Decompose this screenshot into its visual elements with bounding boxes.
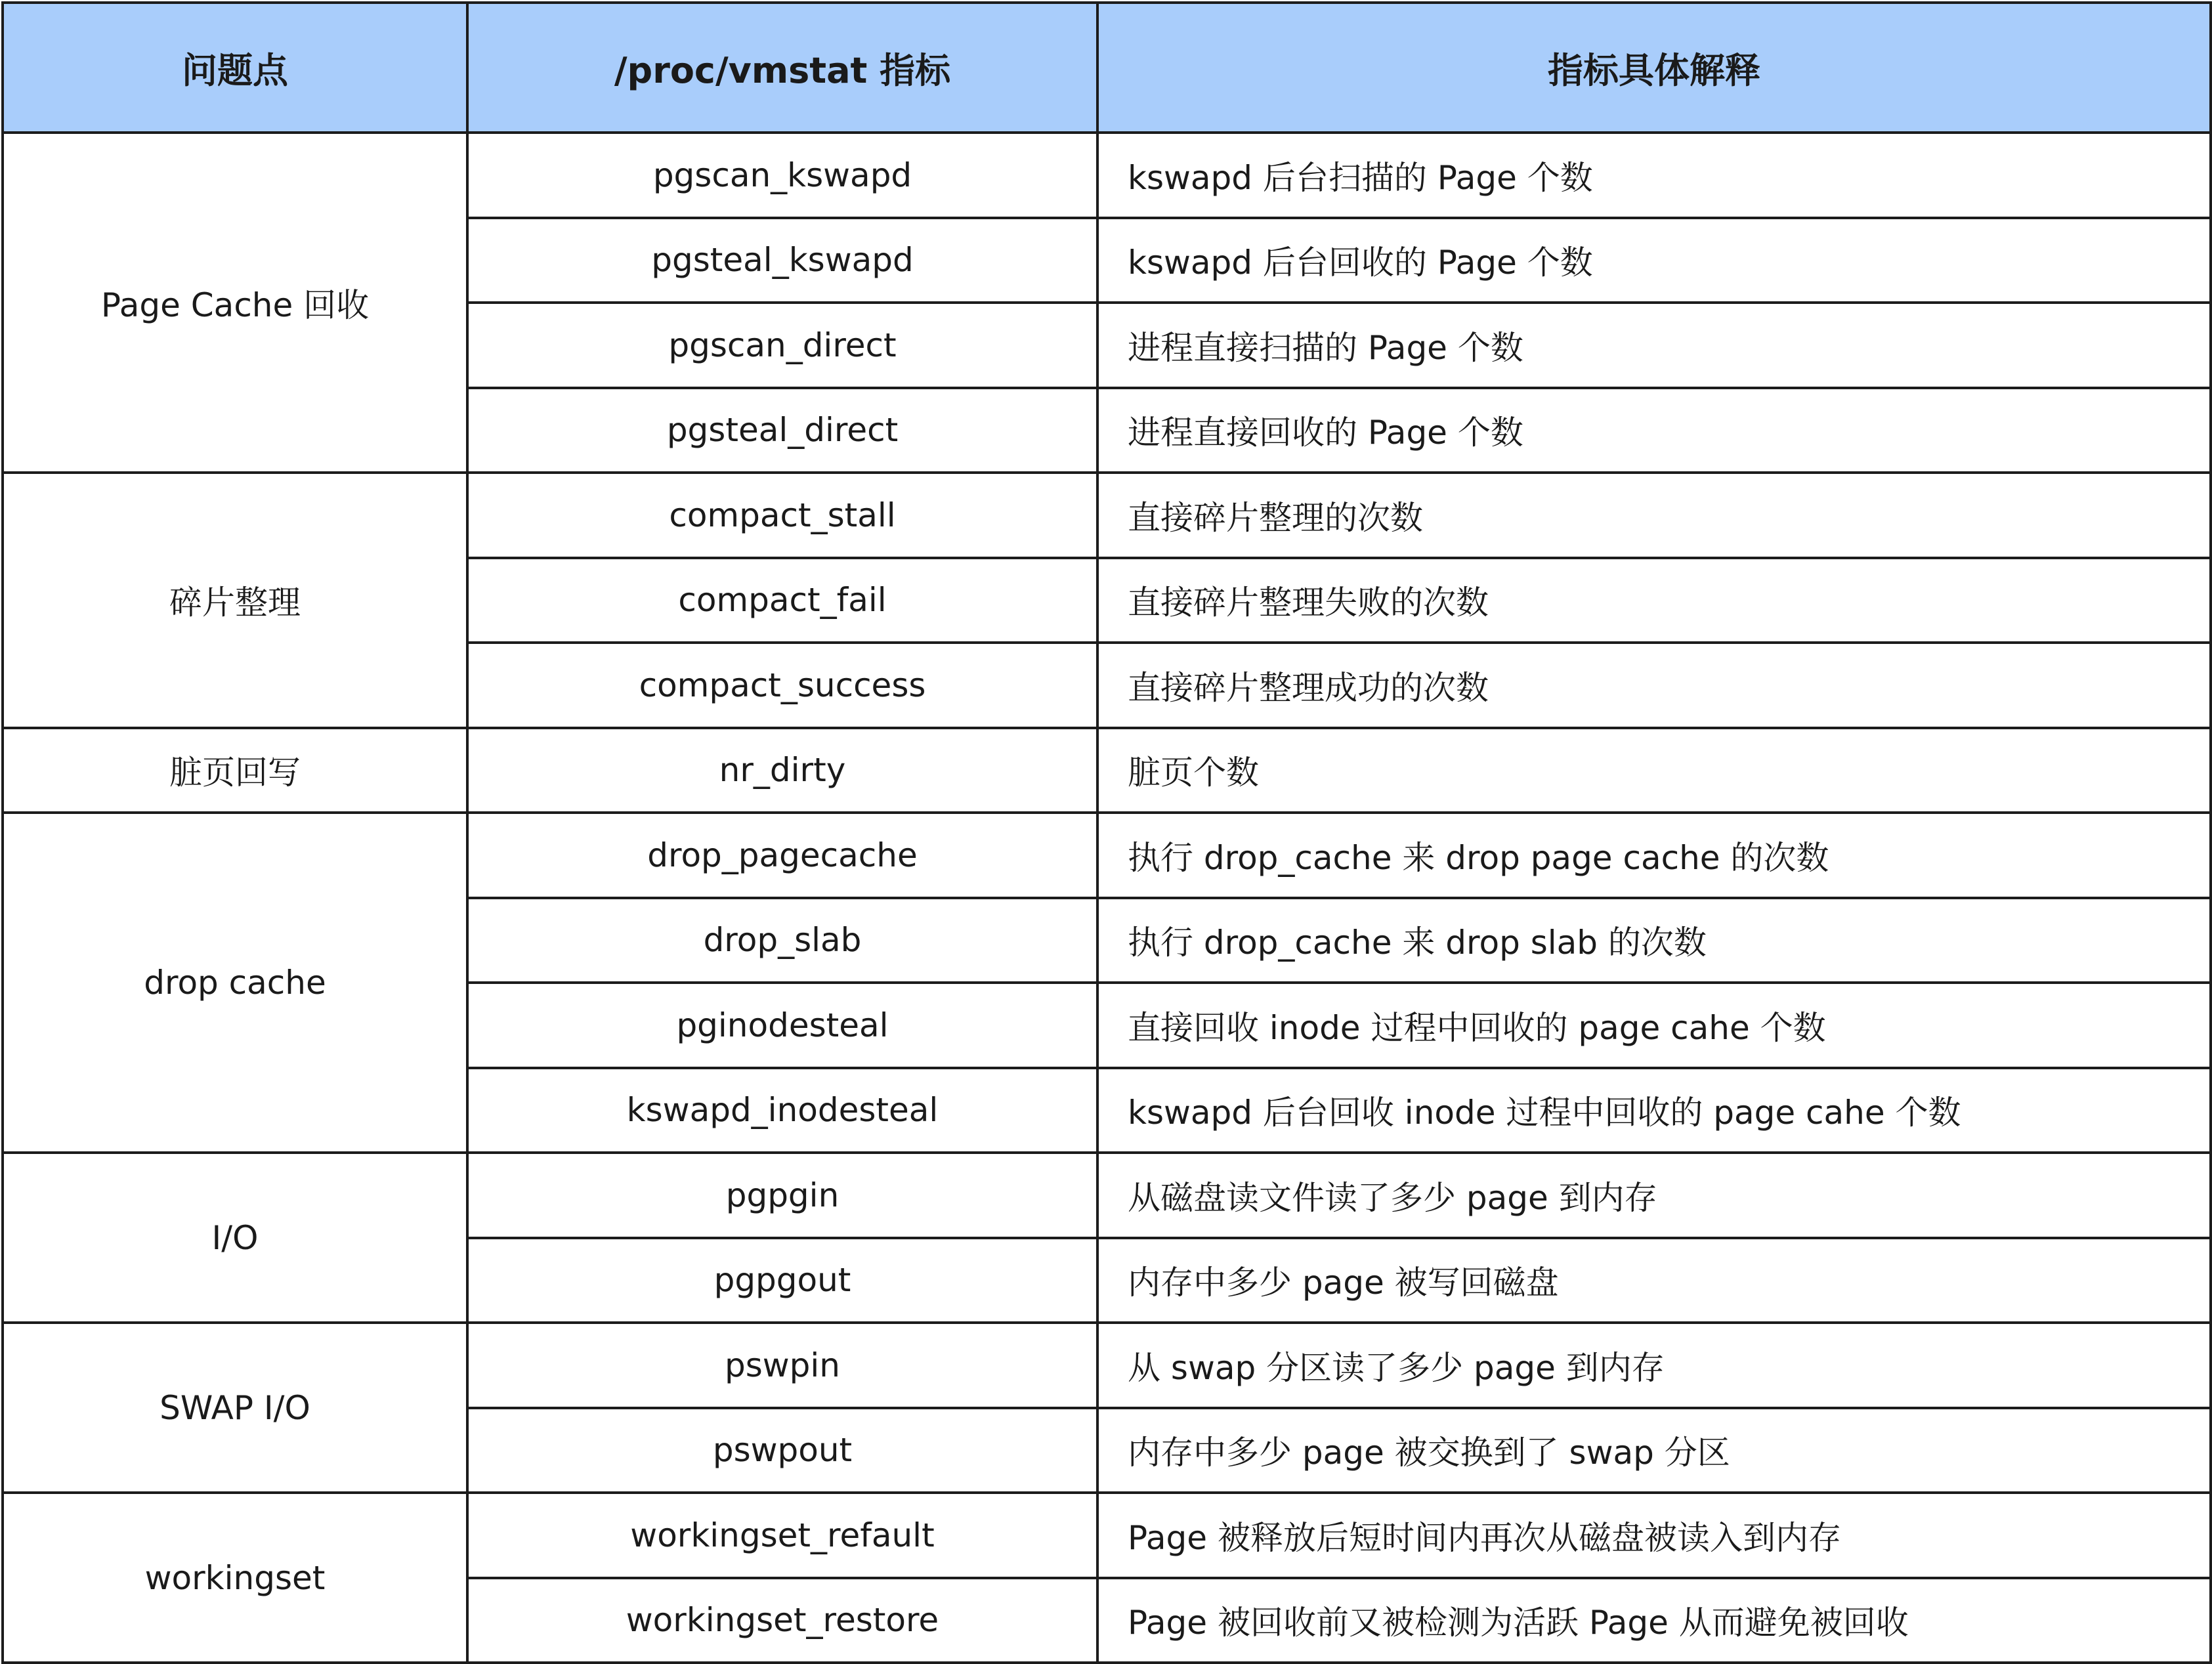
metric-cell: drop_slab [467, 898, 1097, 983]
table-row [3, 133, 2211, 218]
category-cell: Page Cache 回收 [3, 133, 467, 473]
description-cell: 直接碎片整理失败的次数 [1097, 558, 2211, 643]
vmstat-metrics-table-container [1, 1, 2209, 1659]
description-cell: 直接碎片整理成功的次数 [1097, 643, 2211, 728]
header-problem-point: 问题点 [3, 3, 467, 133]
description-cell: Page 被释放后短时间内再次从磁盘被读入到内存 [1097, 1493, 2211, 1578]
table-row [3, 813, 2211, 898]
metric-cell: nr_dirty [467, 728, 1097, 813]
description-cell: 进程直接回收的 Page 个数 [1097, 388, 2211, 473]
description-cell: kswapd 后台回收 inode 过程中回收的 page cahe 个数 [1097, 1068, 2211, 1153]
metric-cell: compact_success [467, 643, 1097, 728]
metric-cell: pginodesteal [467, 983, 1097, 1068]
description-cell: 执行 drop_cache 来 drop page cache 的次数 [1097, 813, 2211, 898]
category-cell: workingset [3, 1493, 467, 1663]
description-cell: 进程直接扫描的 Page 个数 [1097, 303, 2211, 388]
category-cell: SWAP I/O [3, 1323, 467, 1493]
metric-cell: pswpout [467, 1408, 1097, 1493]
description-cell: kswapd 后台回收的 Page 个数 [1097, 218, 2211, 303]
metric-cell: pgpgin [467, 1153, 1097, 1238]
description-cell: 脏页个数 [1097, 728, 2211, 813]
category-cell: 脏页回写 [3, 728, 467, 813]
metric-cell: workingset_restore [467, 1578, 1097, 1663]
table-row [3, 1323, 2211, 1408]
table-row [3, 473, 2211, 558]
metric-cell: pgscan_direct [467, 303, 1097, 388]
metric-cell: workingset_refault [467, 1493, 1097, 1578]
vmstat-metrics-table [1, 1, 2212, 1664]
description-cell: Page 被回收前又被检测为活跃 Page 从而避免被回收 [1097, 1578, 2211, 1663]
metric-cell: compact_stall [467, 473, 1097, 558]
metric-cell: pswpin [467, 1323, 1097, 1408]
metric-cell: kswapd_inodesteal [467, 1068, 1097, 1153]
table-body [3, 133, 2211, 1663]
description-cell: 内存中多少 page 被写回磁盘 [1097, 1238, 2211, 1323]
category-cell: I/O [3, 1153, 467, 1323]
metric-cell: compact_fail [467, 558, 1097, 643]
table-header [3, 3, 2211, 133]
category-cell: 碎片整理 [3, 473, 467, 728]
description-cell: 直接回收 inode 过程中回收的 page cahe 个数 [1097, 983, 2211, 1068]
description-cell: 直接碎片整理的次数 [1097, 473, 2211, 558]
metric-cell: pgpgout [467, 1238, 1097, 1323]
metric-cell: pgsteal_kswapd [467, 218, 1097, 303]
description-cell: 从 swap 分区读了多少 page 到内存 [1097, 1323, 2211, 1408]
header-vmstat-metric: /proc/vmstat 指标 [467, 3, 1097, 133]
header-metric-explanation: 指标具体解释 [1097, 3, 2211, 133]
metric-cell: drop_pagecache [467, 813, 1097, 898]
metric-cell: pgscan_kswapd [467, 133, 1097, 218]
description-cell: 执行 drop_cache 来 drop slab 的次数 [1097, 898, 2211, 983]
metric-cell: pgsteal_direct [467, 388, 1097, 473]
table-row [3, 1153, 2211, 1238]
table-row [3, 728, 2211, 813]
category-cell: drop cache [3, 813, 467, 1153]
description-cell: 内存中多少 page 被交换到了 swap 分区 [1097, 1408, 2211, 1493]
table-row [3, 1493, 2211, 1578]
description-cell: kswapd 后台扫描的 Page 个数 [1097, 133, 2211, 218]
header-row [3, 3, 2211, 133]
description-cell: 从磁盘读文件读了多少 page 到内存 [1097, 1153, 2211, 1238]
